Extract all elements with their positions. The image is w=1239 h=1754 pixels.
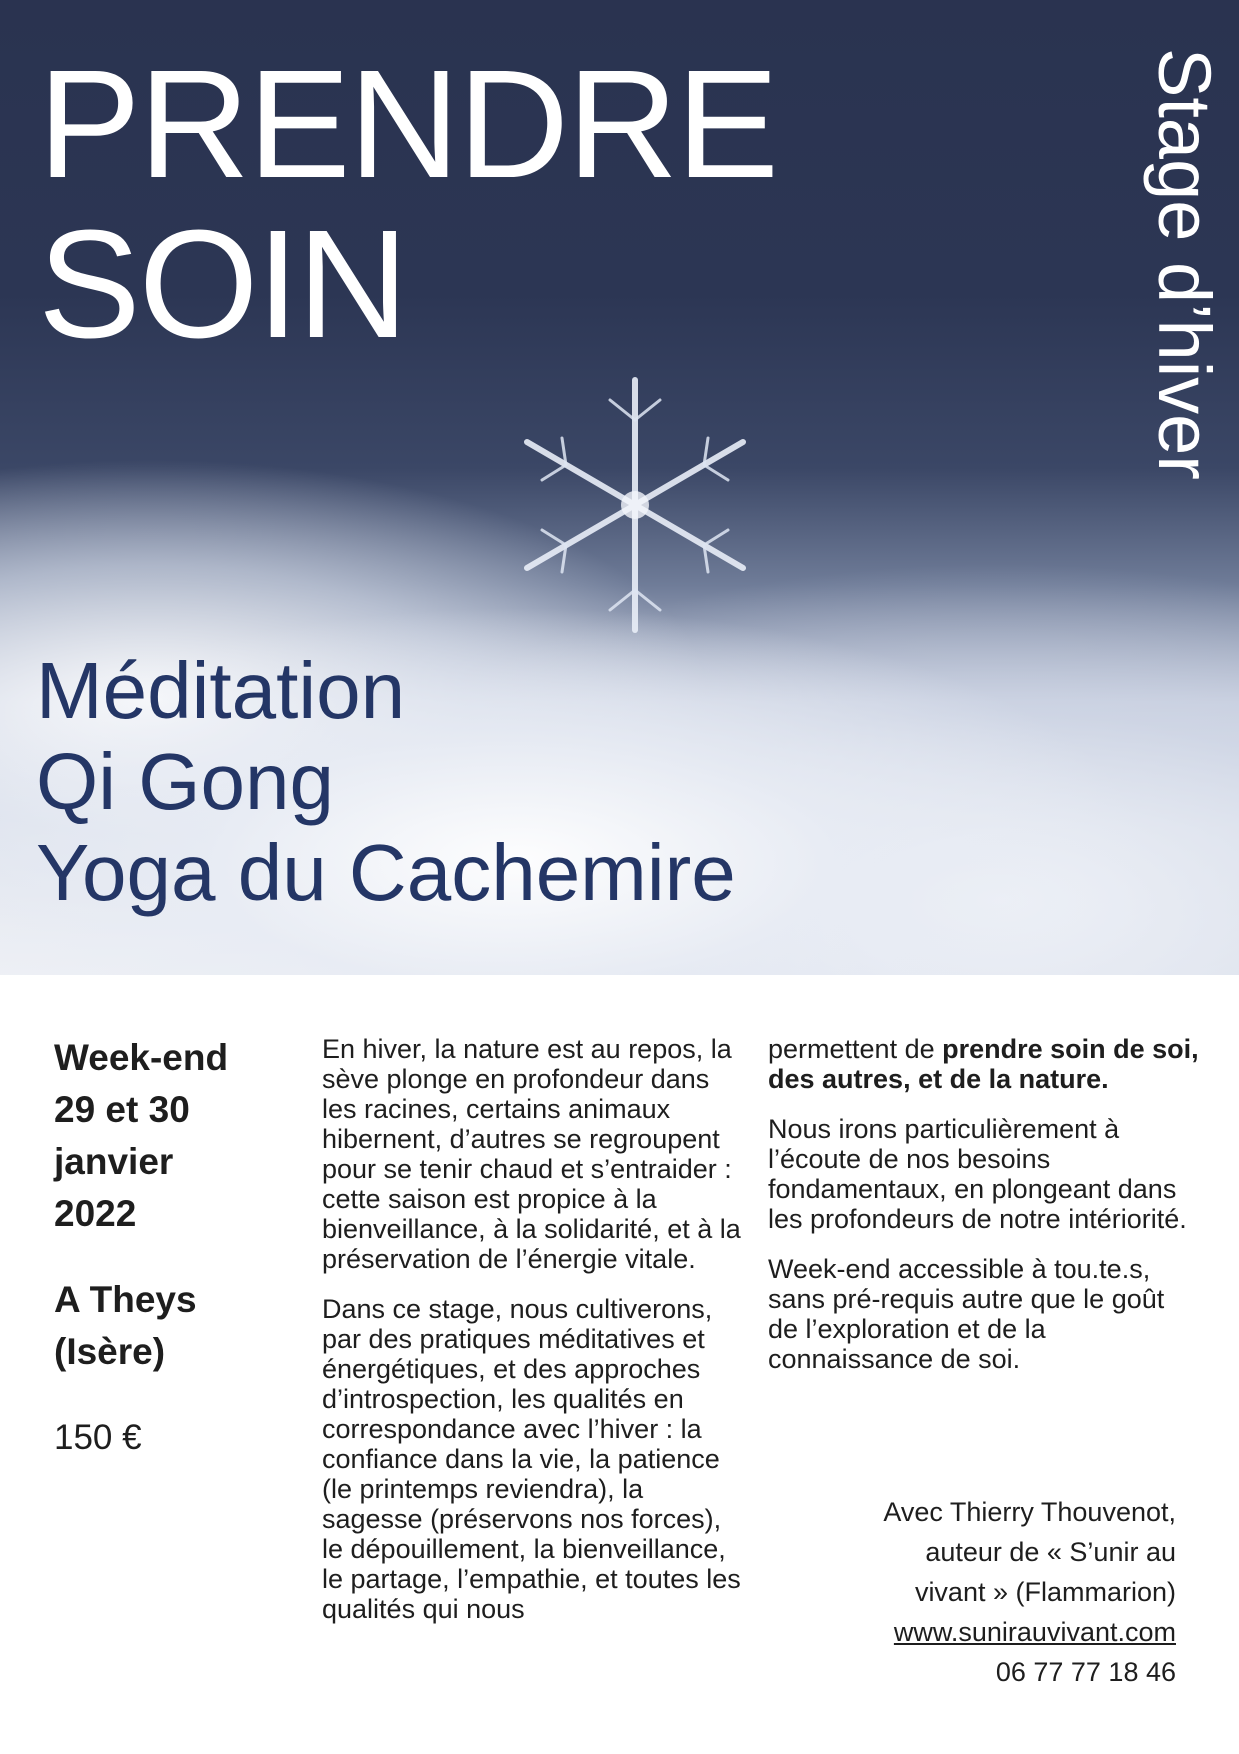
dates-line-3: janvier (54, 1141, 174, 1182)
contact-block (883, 1492, 1176, 1692)
practice-yoga: Yoga du Cachemire (36, 828, 736, 917)
description-column-2 (768, 1034, 1200, 1394)
dates-line-1: Week-end (54, 1037, 229, 1078)
website-link[interactable]: www.sunirauvivant.com (893, 1617, 1176, 1647)
dates-line-4: 2022 (54, 1193, 137, 1234)
continuation-text: permettent de (768, 1034, 943, 1064)
practice-meditation: Méditation (36, 646, 406, 735)
practice-qi-gong: Qi Gong (36, 737, 334, 826)
description-column-1 (322, 1034, 742, 1644)
main-title (38, 38, 778, 370)
place-line-1: A Theys (54, 1279, 197, 1320)
paragraph-winter: En hiver, la nature est au repos, la sève plonge en profondeur dans les racines, certains animaux hibernent, d’autres se regroupent pour se tenir chaud et s’entraider : cette saison est propice à la bienveillance, à la solidarité, et à la préservation de l’énergie vitale. (322, 1034, 741, 1274)
paragraph-stage: Dans ce stage, nous cultiverons, par des pratiques méditatives et énergétiques, et des approches d’introspection, les qualités en correspondance avec l’hiver : la confiance dans la vie, la patience (le printemps reviendra), la sagesse (préservons nos forces), le dépouillement, la bienveillance, le partage, l’empathie, et toutes les qualités qui nous (322, 1294, 741, 1624)
dates-line-2: 29 et 30 (54, 1089, 190, 1130)
paragraph-continuation (768, 1034, 1200, 1094)
snowflake-image (470, 340, 800, 670)
contact-line-1: Avec Thierry Thouvenot, (883, 1497, 1176, 1527)
contact-line-3: vivant » (Flammarion) (914, 1577, 1176, 1607)
stage-label: Stage d’hiver (1143, 48, 1226, 480)
contact-line-2: auteur de « S’unir au (925, 1537, 1176, 1567)
event-price: 150 € (54, 1418, 142, 1457)
title-line-1: PRENDRE (38, 38, 778, 210)
event-place (54, 1274, 284, 1378)
title-line-2: SOIN (38, 198, 407, 370)
vertical-tagline (1129, 48, 1239, 618)
continuation-bold: prendre soin de soi, des autres, et de la nature. (768, 1034, 1199, 1094)
practices-list (36, 645, 736, 918)
paragraph-access: Week-end accessible à tou.te.s, sans pré-requis autre que le goût de l’exploration et de la connaissance de soi. (768, 1254, 1165, 1374)
phone-number: 06 77 77 18 46 (995, 1657, 1176, 1687)
place-line-2: (Isère) (54, 1331, 166, 1372)
event-details (54, 1032, 284, 1460)
event-dates (54, 1032, 284, 1240)
paragraph-needs: Nous irons particulièrement à l’écoute de nos besoins fondamentaux, en plongeant dans les profondeurs de notre intériorité. (768, 1114, 1187, 1234)
